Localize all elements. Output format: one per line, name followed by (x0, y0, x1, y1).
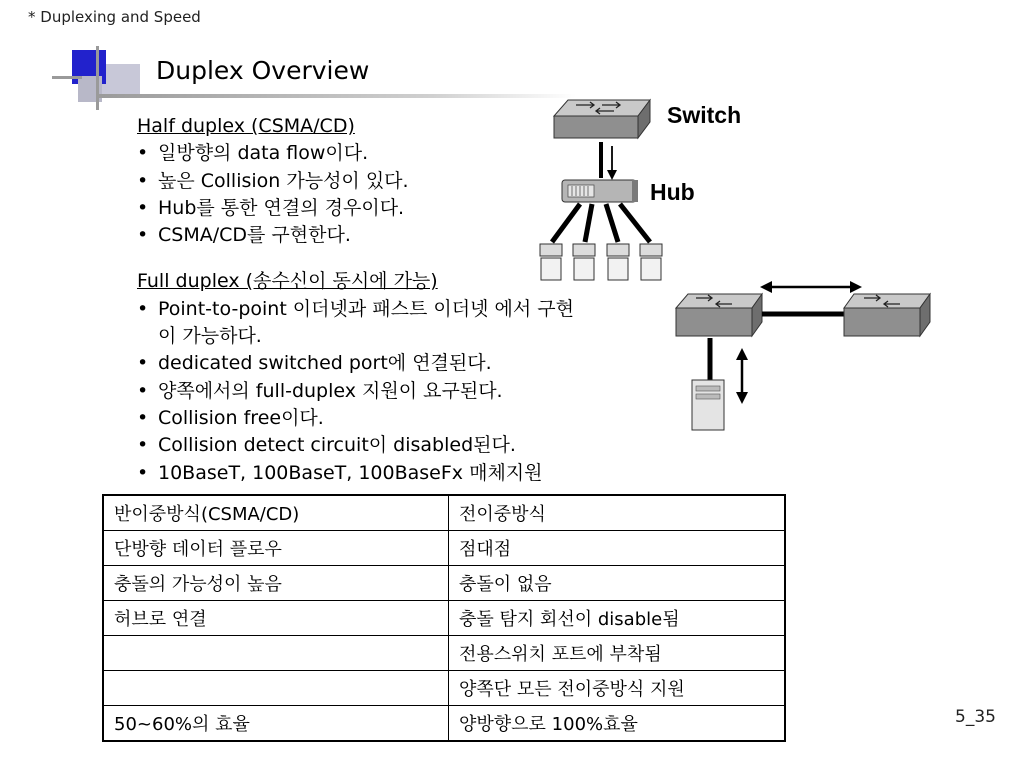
list-item: • Point-to-point 이더넷과 패스트 이더넷 에서 구현이 가능하다. (137, 296, 578, 351)
table-cell: 전이중방식 (449, 495, 786, 531)
table-cell (103, 671, 449, 706)
logo-icon (52, 46, 140, 110)
table-cell: 50~60%의 효율 (103, 706, 449, 742)
page-number: 5_35 (955, 707, 996, 727)
list-item: • Hub를 통한 연결의 경우이다. (137, 195, 607, 222)
table-cell: 충돌이 없음 (449, 566, 786, 601)
hub-label: Hub (650, 179, 695, 205)
table-cell: 충돌 탐지 회선이 disable됨 (449, 601, 786, 636)
computer-icon (607, 244, 629, 280)
hub-cables (552, 204, 650, 242)
full-duplex-heading: Full duplex (송수신이 동시에 가능) (137, 270, 438, 293)
table-cell: 양쪽단 모든 전이중방식 지원 (449, 671, 786, 706)
uplink-arrow-icon (601, 142, 617, 180)
server-icon (692, 380, 724, 430)
list-item: • Collision free이다. (137, 405, 607, 432)
hub-icon (562, 180, 638, 202)
table-row (103, 671, 785, 706)
table-cell: 점대점 (449, 531, 786, 566)
switch-icon (844, 294, 930, 336)
comparison-table (102, 494, 786, 742)
table-row (103, 601, 785, 636)
list-item: • 양쪽에서의 full-duplex 지원이 요구된다. (137, 378, 607, 405)
section-tag: * Duplexing and Speed (28, 8, 201, 26)
title-divider (96, 94, 576, 98)
list-item: • Collision detect circuit이 disabled된다. (137, 432, 607, 459)
table-cell: 전용스위치 포트에 부착됨 (449, 636, 786, 671)
computer-icon (640, 244, 662, 280)
table-cell: 허브로 연결 (103, 601, 449, 636)
bidirectional-arrow-icon (736, 348, 748, 404)
table-cell: 단방향 데이터 플로우 (103, 531, 449, 566)
list-item: • CSMA/CD를 구현한다. (137, 222, 607, 249)
table-row (103, 531, 785, 566)
table-cell (103, 636, 449, 671)
full-duplex-list (137, 296, 607, 487)
half-duplex-diagram (530, 96, 760, 286)
table-cell: 반이중방식(CSMA/CD) (103, 495, 449, 531)
list-item: • 10BaseT, 100BaseT, 100BaseFx 매체지원 (137, 460, 607, 487)
table-cell: 양방향으로 100%효율 (449, 706, 786, 742)
list-item: • 일방향의 data flow이다. (137, 140, 607, 167)
page-title: Duplex Overview (156, 56, 370, 85)
half-duplex-heading: Half duplex (CSMA/CD) (137, 115, 355, 137)
computer-icon (540, 244, 562, 280)
table-row (103, 566, 785, 601)
list-item: • 높은 Collision 가능성이 있다. (137, 168, 607, 195)
bidirectional-arrow-icon (760, 281, 862, 293)
computer-icon (573, 244, 595, 280)
switch-icon (554, 100, 650, 138)
switch-icon (676, 294, 762, 336)
list-item: • dedicated switched port에 연결된다. (137, 350, 607, 377)
table-cell: 충돌의 가능성이 높음 (103, 566, 449, 601)
table-row (103, 636, 785, 671)
table-row (103, 706, 785, 742)
table-row (103, 495, 785, 531)
full-duplex-diagram (668, 270, 948, 435)
switch-label: Switch (667, 102, 742, 128)
